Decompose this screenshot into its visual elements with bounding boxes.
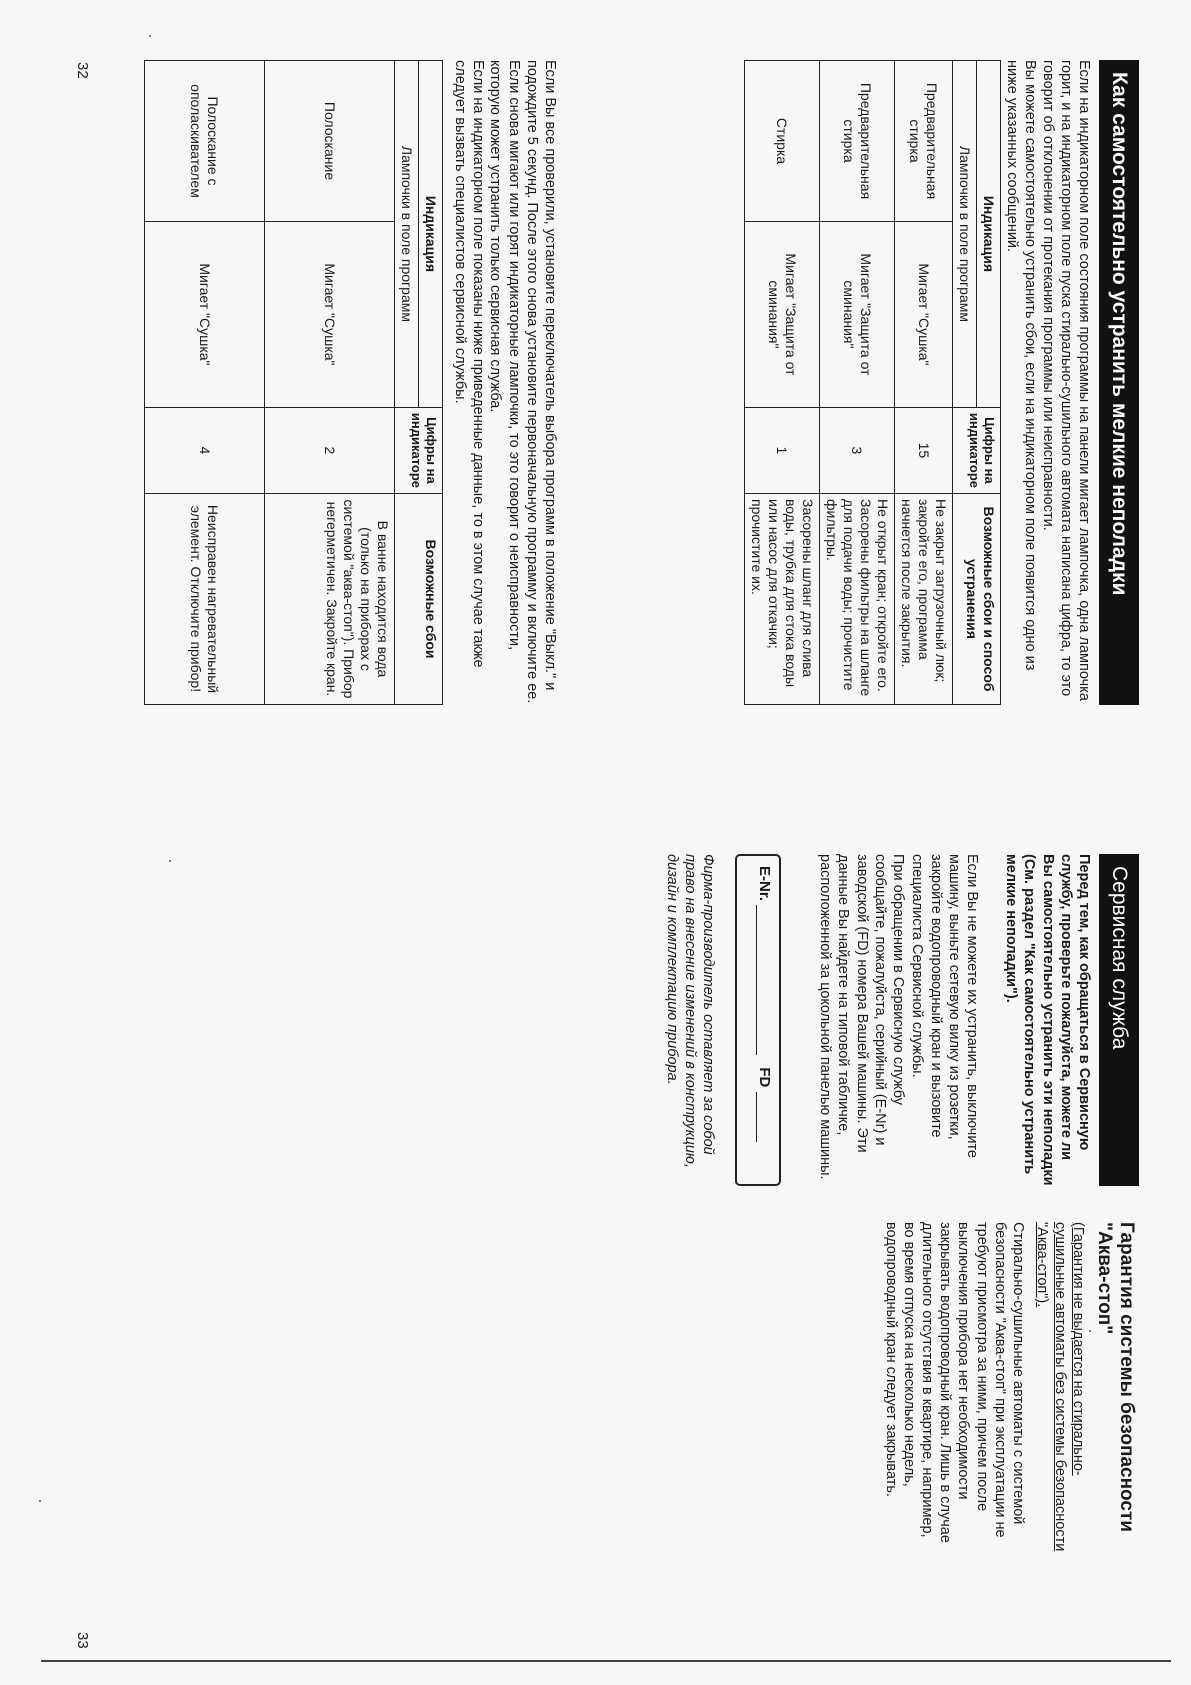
table1-row3-program: Стирка: [745, 61, 820, 222]
table2-row1-digit: 2: [265, 407, 395, 493]
table2-row2-lamp: Мигает "Сушка": [145, 222, 265, 408]
table1-row3-lamp: Мигает "Защита от сминания": [745, 222, 820, 408]
table2-row1-program: Полоскание: [265, 61, 395, 222]
service-paragraph-2: При обращении в Сервисную службу сообщайте, пожалуйста, серийный (E-Nr) и заводской (FD) номера Вашей машины. Эти данные Вы найдете на типовой табличке, расположенной за цокольной панелью машины.: [817, 854, 906, 1180]
table1-row2-program: Предварительная стирка: [820, 61, 895, 222]
table-row: [265, 61, 395, 705]
scan-speck: [1089, 1330, 1091, 1332]
aqua-stop-title: Гарантия системы безопасности "Аква-стоп": [1094, 1222, 1137, 1532]
table2-program-header: Лампочки в поле программ: [395, 61, 419, 408]
service-call-note: Если на индикаторном поле показаны ниже приведенные данные, то в этом случае также следует вызвать специалистов сервисной службы.: [451, 60, 486, 668]
service-title: Сервисная служба: [1099, 854, 1139, 1186]
table-row: [145, 61, 265, 705]
restart-instructions: Если Вы все проверили, установите переключатель выбора программ в положение "Выкл." и подождите 5 секунд. После этого снова установите первоначальную программу и включите ее. Если снова мигают или горят индикаторные лампочки, то это говорит о неисправности, которую может устранить только сервисная служба.: [487, 60, 558, 704]
table1-row3-digit: 1: [745, 407, 820, 493]
table1-remedy-header: Возможные сбои и способ устранения: [953, 494, 1001, 705]
fd-blank-line: [756, 1092, 771, 1142]
table-row: [820, 61, 895, 705]
enr-blank-line: [756, 905, 771, 1055]
troubleshooting-title: Как самостоятельно устранить мелкие неполадки: [1099, 60, 1139, 705]
table1-digits-header: Цифры на индикаторе: [953, 407, 1001, 493]
table1-row1-digit: 15: [895, 407, 953, 493]
table1-row3-remedy: Засорены шланг для слива воды, трубка для стока воды или насос для откачки; прочистите их.: [745, 494, 820, 705]
enr-label: E-Nr.: [756, 866, 773, 902]
table2-group-header: Индикация: [419, 61, 443, 408]
scan-speck: [149, 35, 151, 37]
page-number-left: 32: [74, 62, 91, 79]
scan-speck: [39, 1500, 41, 1502]
table2-row2-program: Полоскание с ополаскивателем: [145, 61, 265, 222]
table1-group-header: Индикация: [977, 61, 1001, 408]
scan-edge-line: [41, 1660, 1171, 1662]
right-page: [0, 842, 1191, 1685]
table1-row2-lamp: Мигает "Защита от сминания": [820, 222, 895, 408]
aqua-stop-warranty-note: (Гарантия не выдается на стирально-сушильные автоматы без системы безопасности "Аква-стоп").: [1033, 1222, 1086, 1552]
fd-label: FD: [756, 1067, 773, 1088]
table2-row2-remedy: Неисправен нагревательный элемент. Отключите прибор!: [145, 494, 265, 705]
table2-row2-digit: 4: [145, 407, 265, 493]
left-page: [0, 0, 1191, 800]
scan-speck: [169, 860, 171, 862]
table2-remedy-header: Возможные сбои: [395, 494, 443, 705]
troubleshooting-intro-2: Вы можете самостоятельно устранить сбои, если на индикаторном поле появится одно из ниже указанных сообщений.: [1003, 60, 1038, 671]
page-number-right: 33: [74, 1632, 91, 1649]
service-paragraph-1: Если Вы не можете их устранить, выключите машину, выньте сетевую вилку из розетки, закройте водопроводный кран и вызовите специалиста Сервисной службы.: [909, 854, 980, 1158]
indication-table-2: [144, 60, 443, 705]
table1-row2-remedy: Не открыт кран; откройте его. Засорены фильтры на шланге для подачи воды; прочистите фильтры.: [820, 494, 895, 705]
table2-row1-remedy: В ванне находится вода (только на приборах с системой "аква-стоп"). Прибор негерметичен. Закройте кран.: [265, 494, 395, 705]
table2-row1-lamp: Мигает "Сушка": [265, 222, 395, 408]
table2-digits-header: Цифры на индикаторе: [395, 407, 443, 493]
table1-row2-digit: 3: [820, 407, 895, 493]
indication-table-1: [744, 60, 1001, 705]
service-intro-bold: Перед тем, как обращаться в Сервисную службу, проверьте пожалуйста, можете ли Вы самостоятельно устранить эти неполадки (См. раздел "Как самостоятельно устранить мелкие неполадки").: [1003, 854, 1092, 1186]
serial-number-box: [735, 854, 781, 1186]
troubleshooting-intro: Если на индикаторном поле состояния программы на панели мигает лампочка, одна лампочка горит, и на индикаторном поле пуска стирально-сушильного автомата написана цифра, то это говорит об отклонении от протекания программы или неисправности.: [1039, 60, 1092, 701]
table-row: [895, 61, 953, 705]
table1-program-header: Лампочки в поле программ: [953, 61, 977, 408]
table-row: [745, 61, 820, 705]
aqua-stop-body: Стирально-сушильные автоматы с системой безопасности "Аква-стоп" при эксплуатации не требуют присмотра за ними, причем после выключения прибора нет необходимости закрывать водопроводный кран. Лишь в случае длительного отсутствия в квартире, например, во время отпуска на несколько недель, водопроводный кран следует закрывать.: [882, 1222, 1026, 1543]
table1-row1-remedy: Не закрыт загрузочный люк; закройте его, программа начнется после закрытия.: [895, 494, 953, 705]
table1-row1-program: Предварительная стирка: [895, 61, 953, 222]
table1-row1-lamp: Мигает "Сушка": [895, 222, 953, 408]
manufacturer-note: Фирма-производитель оставляет за собой право на внесение изменений в конструкцию, дизайн и комплектацию прибора.: [663, 854, 716, 1168]
